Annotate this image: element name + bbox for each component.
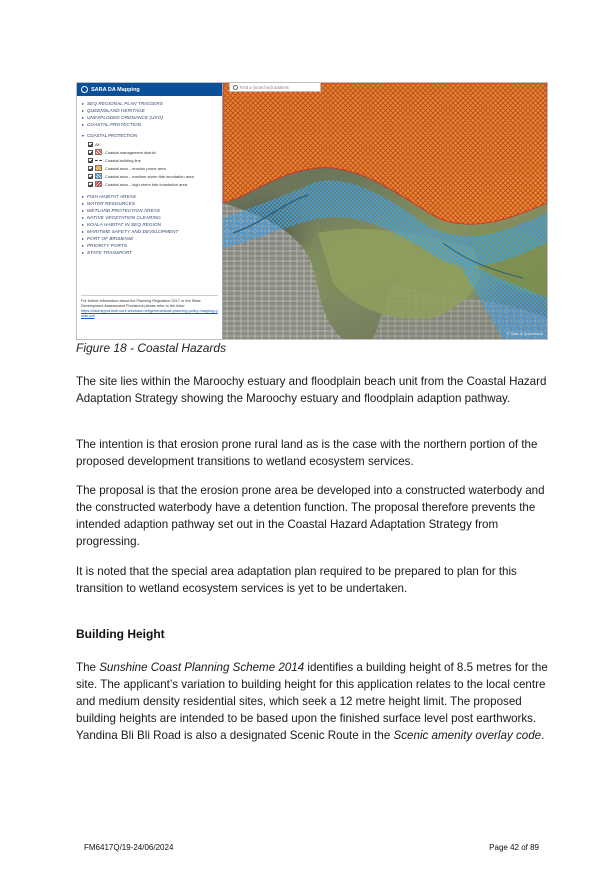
section-heading: Building Height bbox=[76, 627, 165, 641]
legend-swatch bbox=[95, 165, 102, 171]
legend-swatch bbox=[95, 181, 102, 187]
coastal-layer-row[interactable] bbox=[82, 164, 218, 172]
layer-item[interactable]: PRIORITY PORTS bbox=[82, 242, 218, 249]
building-height-paragraph: The Sunshine Coast Planning Scheme 2014 identifies a building height of 8.5 metres for the site. The applicant’s variation to building height for this application relates to the local centre and medium density residential sites, which seek a 12 metre height limit. The proposed building heights are intended to be based upon the finished surface level post earthworks. Yandina Bli Bli Road is also a designated Scenic Route in the Scenic amenity overlay code. bbox=[76, 661, 548, 742]
layer-item[interactable]: UNEXPLODED ORDNANCE (UXO) bbox=[82, 114, 218, 121]
legend-swatch bbox=[95, 160, 102, 161]
layer-item[interactable]: PORT OF BRISBANE bbox=[82, 235, 218, 242]
chevron-right-icon bbox=[82, 117, 84, 119]
layer-item[interactable]: COASTAL PROTECTION bbox=[82, 121, 218, 128]
search-icon bbox=[233, 85, 238, 90]
chevron-right-icon bbox=[82, 210, 84, 212]
layer-item[interactable]: WATER RESOURCES bbox=[82, 200, 218, 207]
panel-title: SARA DA Mapping bbox=[91, 86, 140, 93]
figure-caption: Figure 18 - Coastal Hazards bbox=[76, 341, 227, 355]
chevron-right-icon bbox=[82, 252, 84, 254]
address-search-input[interactable] bbox=[229, 83, 321, 92]
coastal-layer-label: Coastal management district bbox=[105, 149, 156, 155]
coastal-layer-row[interactable] bbox=[82, 172, 218, 180]
chevron-right-icon bbox=[82, 245, 84, 247]
page-number: Page 42 of 89 bbox=[489, 843, 539, 852]
coastal-hazards-figure bbox=[76, 82, 548, 340]
coastal-layer-label: Coastal area – high storm tide inundation area bbox=[105, 181, 188, 187]
coastal-layer-row[interactable] bbox=[82, 156, 218, 164]
coastal-layer-label: Coastal building line bbox=[105, 157, 141, 163]
panel-body bbox=[77, 96, 222, 256]
layer-checkbox[interactable] bbox=[88, 150, 93, 155]
chevron-right-icon bbox=[82, 103, 84, 105]
layer-item[interactable]: FISH HABITAT AREAS bbox=[82, 193, 218, 200]
search-placeholder: Find a (searched) address bbox=[240, 84, 289, 90]
layer-item[interactable]: QUEENSLAND HERITAGE bbox=[82, 107, 218, 114]
chevron-right-icon bbox=[82, 203, 84, 205]
qld-logo-icon bbox=[81, 86, 88, 93]
layer-item[interactable]: WETLAND PROTECTION AREAS bbox=[82, 207, 218, 214]
layer-checkbox[interactable] bbox=[88, 142, 93, 147]
scheme-title: Sunshine Coast Planning Scheme 2014 bbox=[99, 661, 305, 674]
layer-checkbox[interactable] bbox=[88, 182, 93, 187]
layer-checkbox[interactable] bbox=[88, 166, 93, 171]
chevron-right-icon bbox=[82, 217, 84, 219]
chevron-right-icon bbox=[82, 124, 84, 126]
legend-swatch bbox=[95, 149, 102, 155]
panel-footer-text: For further information about the Planning Regulation 2017 or the State Development Assessment Provisions please refer to the links: bbox=[81, 299, 201, 308]
coastal-layer-label: Coastal area – erosion prone area bbox=[105, 165, 166, 171]
layer-item[interactable]: SEQ REGIONAL PLAN TRIGGERS bbox=[82, 100, 218, 107]
layer-item[interactable]: KOALA HABITAT IN SEQ REGION bbox=[82, 221, 218, 228]
chevron-right-icon bbox=[82, 224, 84, 226]
panel-footer bbox=[81, 295, 218, 319]
coastal-layer-row[interactable] bbox=[82, 148, 218, 156]
coastal-layer-label: Coastal area – medium storm tide inundation area bbox=[105, 173, 194, 179]
layer-checkbox[interactable] bbox=[88, 174, 93, 179]
chevron-right-icon bbox=[82, 196, 84, 198]
chevron-right-icon bbox=[82, 110, 84, 112]
map-overlay bbox=[223, 83, 547, 339]
paragraph: The proposal is that the erosion prone area be developed into a constructed waterbody and the constructed waterbody have a detention function. The proposal therefore prevents the intended adaption pathway set out in the Coastal Hazard Adaptation Strategy from progressing. bbox=[76, 484, 545, 548]
paragraph: The site lies within the Maroochy estuary and floodplain beach unit from the Coastal Hazard Adaptation Strategy showing the Maroochy estuary and floodplain adaption pathway. bbox=[76, 375, 547, 405]
map-credit: © State of Queensland bbox=[506, 332, 543, 336]
legend-swatch bbox=[95, 173, 102, 179]
layer-item[interactable]: STATE TRANSPORT bbox=[82, 249, 218, 256]
layer-item[interactable]: MARITIME SAFETY AND DEVELOPMENT bbox=[82, 228, 218, 235]
paragraph: The intention is that erosion prone rural land as is the case with the northern portion of the proposed development transitions to wetland ecosystem services. bbox=[76, 438, 538, 468]
panel-header bbox=[77, 83, 222, 96]
coastal-layer-label: All bbox=[95, 141, 100, 147]
overlay-code-title: Scenic amenity overlay code bbox=[393, 729, 542, 742]
panel-footer-link[interactable]: https://dsdmipprd.blob.core.windows.net/general/state-planning-policy-mapping-guide.pdf bbox=[81, 309, 218, 318]
layer-item[interactable]: NATIVE VEGETATION CLEARING bbox=[82, 214, 218, 221]
coastal-layer-row[interactable] bbox=[82, 140, 218, 148]
map-view[interactable] bbox=[223, 83, 547, 339]
chevron-down-icon bbox=[82, 135, 84, 137]
chevron-right-icon bbox=[82, 231, 84, 233]
coastal-section-title[interactable]: COASTAL PROTECTION bbox=[82, 133, 218, 138]
document-reference: FM6417Q/19-24/06/2024 bbox=[84, 843, 174, 852]
coastal-layer-row[interactable] bbox=[82, 180, 218, 188]
layer-panel bbox=[77, 83, 223, 339]
layer-checkbox[interactable] bbox=[88, 158, 93, 163]
chevron-right-icon bbox=[82, 238, 84, 240]
paragraph: It is noted that the special area adaptation plan required to be prepared to plan for this transition to wetland ecosystem services is yet to be undertaken. bbox=[76, 565, 517, 595]
